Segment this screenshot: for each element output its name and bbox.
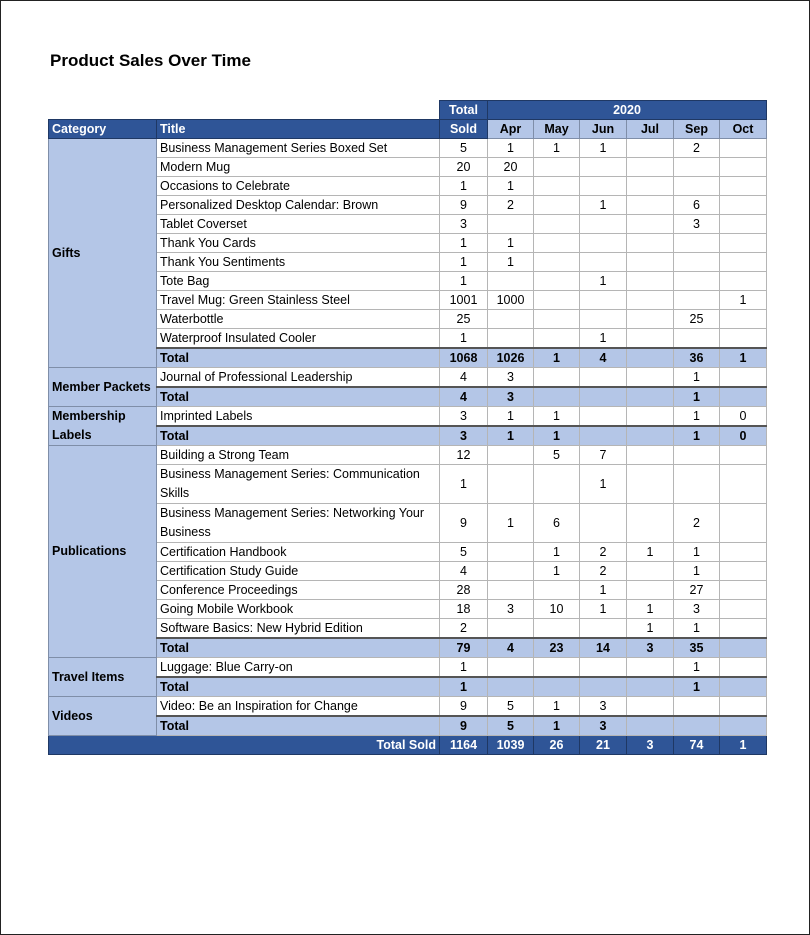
header-row-top	[49, 101, 767, 120]
table-row	[49, 329, 767, 349]
month-cell	[534, 196, 580, 215]
total-sold-cell: 1	[440, 253, 488, 272]
table-row	[49, 600, 767, 619]
sales-table	[48, 100, 767, 755]
total-sold-cell: 4	[440, 562, 488, 581]
month-cell: 5	[488, 697, 534, 717]
month-cell	[580, 291, 627, 310]
group-total-month: 3	[627, 638, 674, 658]
table-row	[49, 658, 767, 678]
grand-total-month: 1	[720, 736, 767, 755]
month-cell: 1	[720, 291, 767, 310]
month-cell	[720, 697, 767, 717]
month-cell	[627, 158, 674, 177]
product-title: Luggage: Blue Carry-on	[157, 658, 440, 678]
group-total-month: 3	[488, 387, 534, 407]
month-cell: 3	[674, 215, 720, 234]
month-cell	[627, 310, 674, 329]
month-cell	[627, 446, 674, 465]
group-total-month: 36	[674, 348, 720, 368]
header-month: Jun	[580, 120, 627, 139]
total-sold-cell: 28	[440, 581, 488, 600]
report-title: Product Sales Over Time	[50, 51, 251, 70]
month-cell: 2	[674, 139, 720, 158]
month-cell: 2	[488, 196, 534, 215]
total-sold-cell: 9	[440, 196, 488, 215]
month-cell	[488, 310, 534, 329]
group-total-month	[534, 677, 580, 697]
month-cell	[720, 543, 767, 562]
month-cell: 1	[580, 272, 627, 291]
month-cell	[488, 329, 534, 349]
group-total-row	[49, 426, 767, 446]
group-total-month	[627, 716, 674, 736]
group-total-month: 23	[534, 638, 580, 658]
month-cell	[627, 177, 674, 196]
month-cell	[580, 407, 627, 427]
month-cell	[534, 465, 580, 504]
month-cell	[580, 234, 627, 253]
month-cell	[534, 253, 580, 272]
month-cell: 7	[580, 446, 627, 465]
header-total-top: Total	[440, 101, 488, 120]
category-cell: Gifts	[49, 139, 157, 368]
group-total-month	[627, 677, 674, 697]
header-row-bottom	[49, 120, 767, 139]
month-cell: 1	[674, 658, 720, 678]
month-cell	[488, 215, 534, 234]
total-sold-cell: 12	[440, 446, 488, 465]
month-cell	[674, 697, 720, 717]
month-cell	[488, 446, 534, 465]
month-cell	[627, 697, 674, 717]
product-title: Tote Bag	[157, 272, 440, 291]
month-cell	[580, 619, 627, 639]
month-cell	[534, 581, 580, 600]
month-cell	[627, 272, 674, 291]
table-row	[49, 581, 767, 600]
total-sold-cell: 1	[440, 272, 488, 291]
group-total-month: 1	[674, 426, 720, 446]
group-total-month	[534, 387, 580, 407]
month-cell	[720, 177, 767, 196]
month-cell	[720, 446, 767, 465]
month-cell: 1	[674, 562, 720, 581]
month-cell	[580, 253, 627, 272]
group-total-month	[627, 387, 674, 407]
product-title: Imprinted Labels	[157, 407, 440, 427]
month-cell: 3	[488, 368, 534, 388]
month-cell: 1	[580, 600, 627, 619]
month-cell: 1	[488, 407, 534, 427]
header-month: Oct	[720, 120, 767, 139]
month-cell: 1	[488, 177, 534, 196]
product-title: Waterbottle	[157, 310, 440, 329]
group-total-month: 0	[720, 426, 767, 446]
month-cell	[674, 272, 720, 291]
month-cell: 10	[534, 600, 580, 619]
month-cell	[720, 139, 767, 158]
grand-total-month: 26	[534, 736, 580, 755]
product-title: Personalized Desktop Calendar: Brown	[157, 196, 440, 215]
month-cell: 27	[674, 581, 720, 600]
grand-total-month: 3	[627, 736, 674, 755]
group-total-label: Total	[157, 426, 440, 446]
month-cell	[534, 158, 580, 177]
table-row	[49, 234, 767, 253]
group-total-label: Total	[157, 348, 440, 368]
month-cell	[580, 158, 627, 177]
month-cell: 5	[534, 446, 580, 465]
group-total-month: 35	[674, 638, 720, 658]
month-cell	[720, 329, 767, 349]
month-cell: 3	[580, 697, 627, 717]
month-cell	[720, 600, 767, 619]
month-cell	[720, 581, 767, 600]
category-cell: Member Packets	[49, 368, 157, 407]
product-title: Video: Be an Inspiration for Change	[157, 697, 440, 717]
month-cell	[488, 543, 534, 562]
table-row	[49, 272, 767, 291]
total-sold-cell: 3	[440, 215, 488, 234]
group-total-sold: 4	[440, 387, 488, 407]
month-cell: 1	[580, 196, 627, 215]
group-total-month: 1	[488, 426, 534, 446]
header-title: Title	[157, 120, 440, 139]
product-title: Business Management Series: Networking Your Business	[157, 504, 440, 543]
group-total-label: Total	[157, 677, 440, 697]
month-cell	[488, 619, 534, 639]
group-total-month: 1	[534, 348, 580, 368]
product-title: Waterproof Insulated Cooler	[157, 329, 440, 349]
month-cell: 1000	[488, 291, 534, 310]
group-total-month	[580, 677, 627, 697]
group-total-sold: 3	[440, 426, 488, 446]
table-row	[49, 619, 767, 639]
group-total-row	[49, 387, 767, 407]
header-year: 2020	[488, 101, 767, 120]
group-total-month: 4	[488, 638, 534, 658]
group-total-sold: 1	[440, 677, 488, 697]
month-cell	[580, 658, 627, 678]
product-title: Certification Handbook	[157, 543, 440, 562]
month-cell: 1	[534, 697, 580, 717]
category-cell: Travel Items	[49, 658, 157, 697]
total-sold-cell: 20	[440, 158, 488, 177]
total-sold-cell: 1	[440, 234, 488, 253]
month-cell	[627, 196, 674, 215]
product-title: Thank You Cards	[157, 234, 440, 253]
total-sold-cell: 5	[440, 543, 488, 562]
month-cell	[627, 658, 674, 678]
month-cell	[720, 658, 767, 678]
group-total-row	[49, 348, 767, 368]
header-month: Apr	[488, 120, 534, 139]
month-cell	[534, 272, 580, 291]
month-cell	[580, 177, 627, 196]
month-cell: 3	[674, 600, 720, 619]
table-row	[49, 543, 767, 562]
grand-total-month: 21	[580, 736, 627, 755]
month-cell	[627, 329, 674, 349]
group-total-sold: 1068	[440, 348, 488, 368]
table-row	[49, 158, 767, 177]
grand-total-month: 1039	[488, 736, 534, 755]
table-row	[49, 291, 767, 310]
month-cell: 1	[627, 543, 674, 562]
header-total-bottom: Sold	[440, 120, 488, 139]
table-row	[49, 407, 767, 427]
month-cell	[720, 196, 767, 215]
total-sold-cell: 1	[440, 658, 488, 678]
month-cell	[627, 139, 674, 158]
product-title: Software Basics: New Hybrid Edition	[157, 619, 440, 639]
month-cell	[674, 234, 720, 253]
total-sold-cell: 1	[440, 465, 488, 504]
month-cell	[534, 291, 580, 310]
table-row	[49, 253, 767, 272]
table-row	[49, 177, 767, 196]
product-title: Business Management Series Boxed Set	[157, 139, 440, 158]
total-sold-cell: 9	[440, 697, 488, 717]
month-cell	[488, 465, 534, 504]
month-cell	[720, 253, 767, 272]
header-month: Sep	[674, 120, 720, 139]
product-title: Journal of Professional Leadership	[157, 368, 440, 388]
month-cell: 2	[674, 504, 720, 543]
month-cell: 1	[534, 407, 580, 427]
group-total-sold: 9	[440, 716, 488, 736]
month-cell: 1	[674, 368, 720, 388]
month-cell: 1	[488, 234, 534, 253]
group-total-month: 1	[534, 426, 580, 446]
total-sold-cell: 2	[440, 619, 488, 639]
month-cell	[627, 291, 674, 310]
month-cell: 1	[488, 253, 534, 272]
month-cell	[580, 504, 627, 543]
group-total-month	[720, 638, 767, 658]
group-total-month: 1026	[488, 348, 534, 368]
category-cell: Videos	[49, 697, 157, 736]
grand-total-sold: 1164	[440, 736, 488, 755]
month-cell	[720, 158, 767, 177]
group-total-sold: 79	[440, 638, 488, 658]
month-cell	[720, 215, 767, 234]
table-row	[49, 562, 767, 581]
product-title: Conference Proceedings	[157, 581, 440, 600]
month-cell	[627, 253, 674, 272]
month-cell	[488, 562, 534, 581]
product-title: Certification Study Guide	[157, 562, 440, 581]
header-spacer	[157, 101, 440, 120]
month-cell	[534, 368, 580, 388]
group-total-month	[674, 716, 720, 736]
month-cell	[488, 272, 534, 291]
product-title: Thank You Sentiments	[157, 253, 440, 272]
month-cell: 25	[674, 310, 720, 329]
group-total-label: Total	[157, 638, 440, 658]
month-cell	[674, 158, 720, 177]
header-month: May	[534, 120, 580, 139]
table-row	[49, 697, 767, 717]
total-sold-cell: 18	[440, 600, 488, 619]
group-total-month: 14	[580, 638, 627, 658]
month-cell	[674, 465, 720, 504]
month-cell	[627, 234, 674, 253]
month-cell	[720, 562, 767, 581]
month-cell	[720, 234, 767, 253]
month-cell	[627, 504, 674, 543]
grand-total-row	[49, 736, 767, 755]
product-title: Occasions to Celebrate	[157, 177, 440, 196]
month-cell: 1	[488, 139, 534, 158]
month-cell: 1	[674, 543, 720, 562]
group-total-month	[580, 387, 627, 407]
header-spacer	[49, 101, 157, 120]
group-total-month	[720, 387, 767, 407]
total-sold-cell: 1001	[440, 291, 488, 310]
group-total-month: 3	[580, 716, 627, 736]
month-cell	[580, 310, 627, 329]
month-cell	[674, 177, 720, 196]
group-total-month	[580, 426, 627, 446]
table-row	[49, 215, 767, 234]
month-cell	[488, 658, 534, 678]
month-cell	[580, 215, 627, 234]
month-cell: 1	[580, 581, 627, 600]
table-row	[49, 139, 767, 158]
month-cell	[627, 562, 674, 581]
product-title: Modern Mug	[157, 158, 440, 177]
product-title: Travel Mug: Green Stainless Steel	[157, 291, 440, 310]
grand-total-month: 74	[674, 736, 720, 755]
month-cell: 1	[674, 619, 720, 639]
product-title: Building a Strong Team	[157, 446, 440, 465]
table-row	[49, 310, 767, 329]
month-cell	[720, 465, 767, 504]
total-sold-cell: 9	[440, 504, 488, 543]
total-sold-cell: 1	[440, 177, 488, 196]
group-total-month: 1	[674, 387, 720, 407]
month-cell	[534, 177, 580, 196]
month-cell: 1	[488, 504, 534, 543]
month-cell: 3	[488, 600, 534, 619]
month-cell	[534, 234, 580, 253]
month-cell: 2	[580, 562, 627, 581]
month-cell	[534, 619, 580, 639]
group-total-month	[627, 348, 674, 368]
total-sold-cell: 5	[440, 139, 488, 158]
month-cell	[720, 504, 767, 543]
month-cell	[580, 368, 627, 388]
product-title: Business Management Series: Communication Skills	[157, 465, 440, 504]
group-total-month: 4	[580, 348, 627, 368]
month-cell	[627, 368, 674, 388]
month-cell: 1	[534, 139, 580, 158]
month-cell: 20	[488, 158, 534, 177]
group-total-month	[720, 716, 767, 736]
header-category: Category	[49, 120, 157, 139]
category-cell: Publications	[49, 446, 157, 658]
month-cell	[720, 272, 767, 291]
month-cell	[674, 291, 720, 310]
group-total-month: 1	[720, 348, 767, 368]
group-total-month: 5	[488, 716, 534, 736]
month-cell	[627, 581, 674, 600]
month-cell: 6	[674, 196, 720, 215]
group-total-label: Total	[157, 387, 440, 407]
group-total-row	[49, 638, 767, 658]
month-cell	[627, 407, 674, 427]
month-cell: 1	[580, 329, 627, 349]
month-cell	[627, 215, 674, 234]
table-row	[49, 465, 767, 504]
table-row	[49, 196, 767, 215]
group-total-row	[49, 716, 767, 736]
table-row	[49, 368, 767, 388]
table-row	[49, 504, 767, 543]
month-cell	[720, 619, 767, 639]
month-cell: 6	[534, 504, 580, 543]
product-title: Tablet Coverset	[157, 215, 440, 234]
group-total-month	[720, 677, 767, 697]
category-cell: Membership Labels	[49, 407, 157, 446]
total-sold-cell: 3	[440, 407, 488, 427]
month-cell	[720, 310, 767, 329]
month-cell: 1	[534, 543, 580, 562]
month-cell	[534, 310, 580, 329]
month-cell: 1	[627, 600, 674, 619]
month-cell	[627, 465, 674, 504]
month-cell	[534, 215, 580, 234]
month-cell	[674, 329, 720, 349]
total-sold-cell: 25	[440, 310, 488, 329]
month-cell	[488, 581, 534, 600]
group-total-month	[627, 426, 674, 446]
group-total-row	[49, 677, 767, 697]
month-cell: 1	[627, 619, 674, 639]
month-cell: 2	[580, 543, 627, 562]
product-title: Going Mobile Workbook	[157, 600, 440, 619]
month-cell	[534, 658, 580, 678]
month-cell: 1	[534, 562, 580, 581]
group-total-month: 1	[534, 716, 580, 736]
month-cell: 1	[674, 407, 720, 427]
total-sold-cell: 4	[440, 368, 488, 388]
month-cell	[674, 446, 720, 465]
header-month: Jul	[627, 120, 674, 139]
group-total-label: Total	[157, 716, 440, 736]
group-total-month	[488, 677, 534, 697]
grand-total-label: Total Sold	[49, 736, 440, 755]
month-cell: 1	[580, 139, 627, 158]
total-sold-cell: 1	[440, 329, 488, 349]
month-cell: 0	[720, 407, 767, 427]
month-cell	[720, 368, 767, 388]
month-cell	[674, 253, 720, 272]
month-cell: 1	[580, 465, 627, 504]
table-row	[49, 446, 767, 465]
group-total-month: 1	[674, 677, 720, 697]
month-cell	[534, 329, 580, 349]
